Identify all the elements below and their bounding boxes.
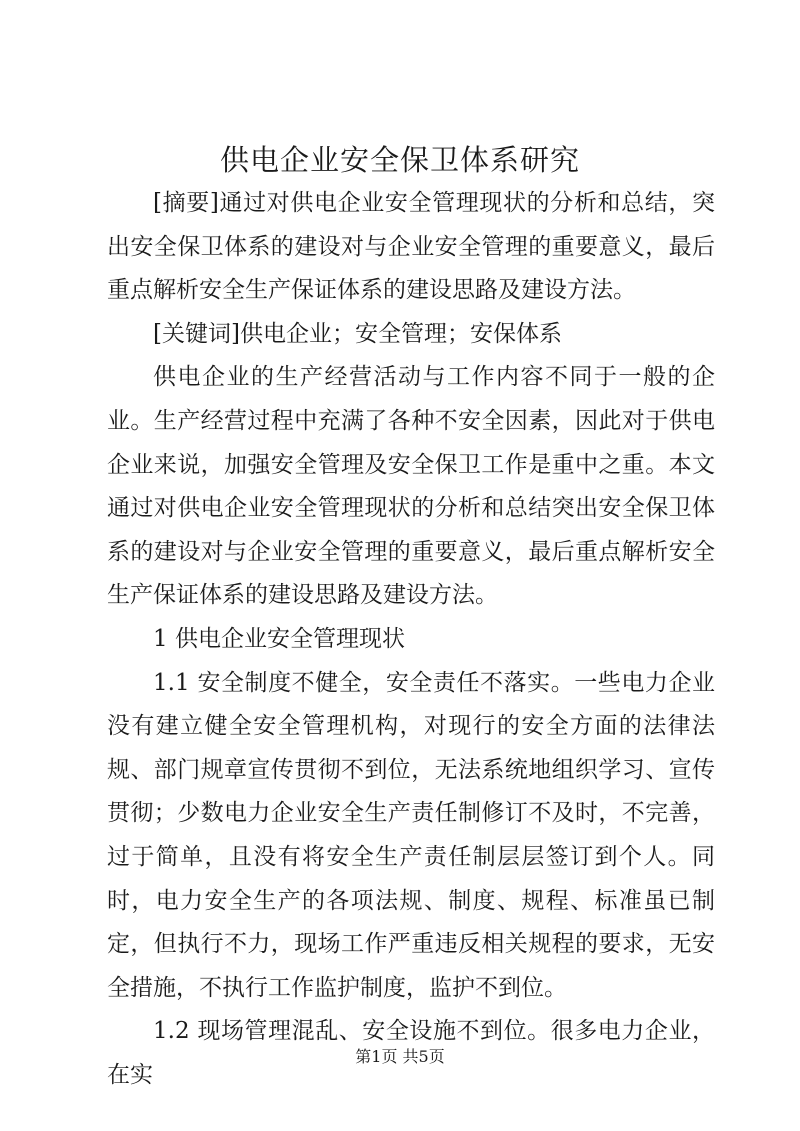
- subsection-paragraph: 1.1 安全制度不健全，安全责任不落实。一些电力企业没有建立健全安全管理机构，对现行的安全方面的法律法规、部门规章宣传贯彻不到位，无法系统地组织学习、宣传贯彻；少数电力企业安全生产责任制修订不及时，不完善，过于简单，且没有将安全生产责任制层层签订到个人。同时，电力安全生产的各项法规、制度、规程、标准虽已制定，但执行不力，现场工作严重违反相关规程的要求，无安全措施，不执行工作监护制度，监护不到位。: [107, 669, 715, 1001]
- subsection-paragraph: 1.2 现场管理混乱、安全设施不到位。很多电力企业，在实: [107, 1018, 715, 1088]
- document-body: [107, 182, 715, 1097]
- document-title: 供电企业安全保卫体系研究: [219, 143, 580, 177]
- keywords-paragraph: [关键词]供电企业；安全管理；安保体系: [153, 320, 562, 347]
- section-heading: 1 供电企业安全管理现状: [153, 625, 405, 652]
- intro-paragraph: 供电企业的生产经营活动与工作内容不同于一般的企业。生产经营过程中充满了各种不安全因素，因此对于供电企业来说，加强安全管理及安全保卫工作是重中之重。本文通过对供电企业安全管理现状的分析和总结突出安全保卫体系的建设对与企业安全管理的重要意义，最后重点解析安全生产保证体系的建设思路及建设方法。: [107, 364, 715, 609]
- abstract-paragraph: [摘要]通过对供电企业安全管理现状的分析和总结，突出安全保卫体系的建设对与企业安全管理的重要意义，最后重点解析安全生产保证体系的建设思路及建设方法。: [107, 190, 715, 304]
- page-footer: 第1页 共5页: [355, 1047, 445, 1066]
